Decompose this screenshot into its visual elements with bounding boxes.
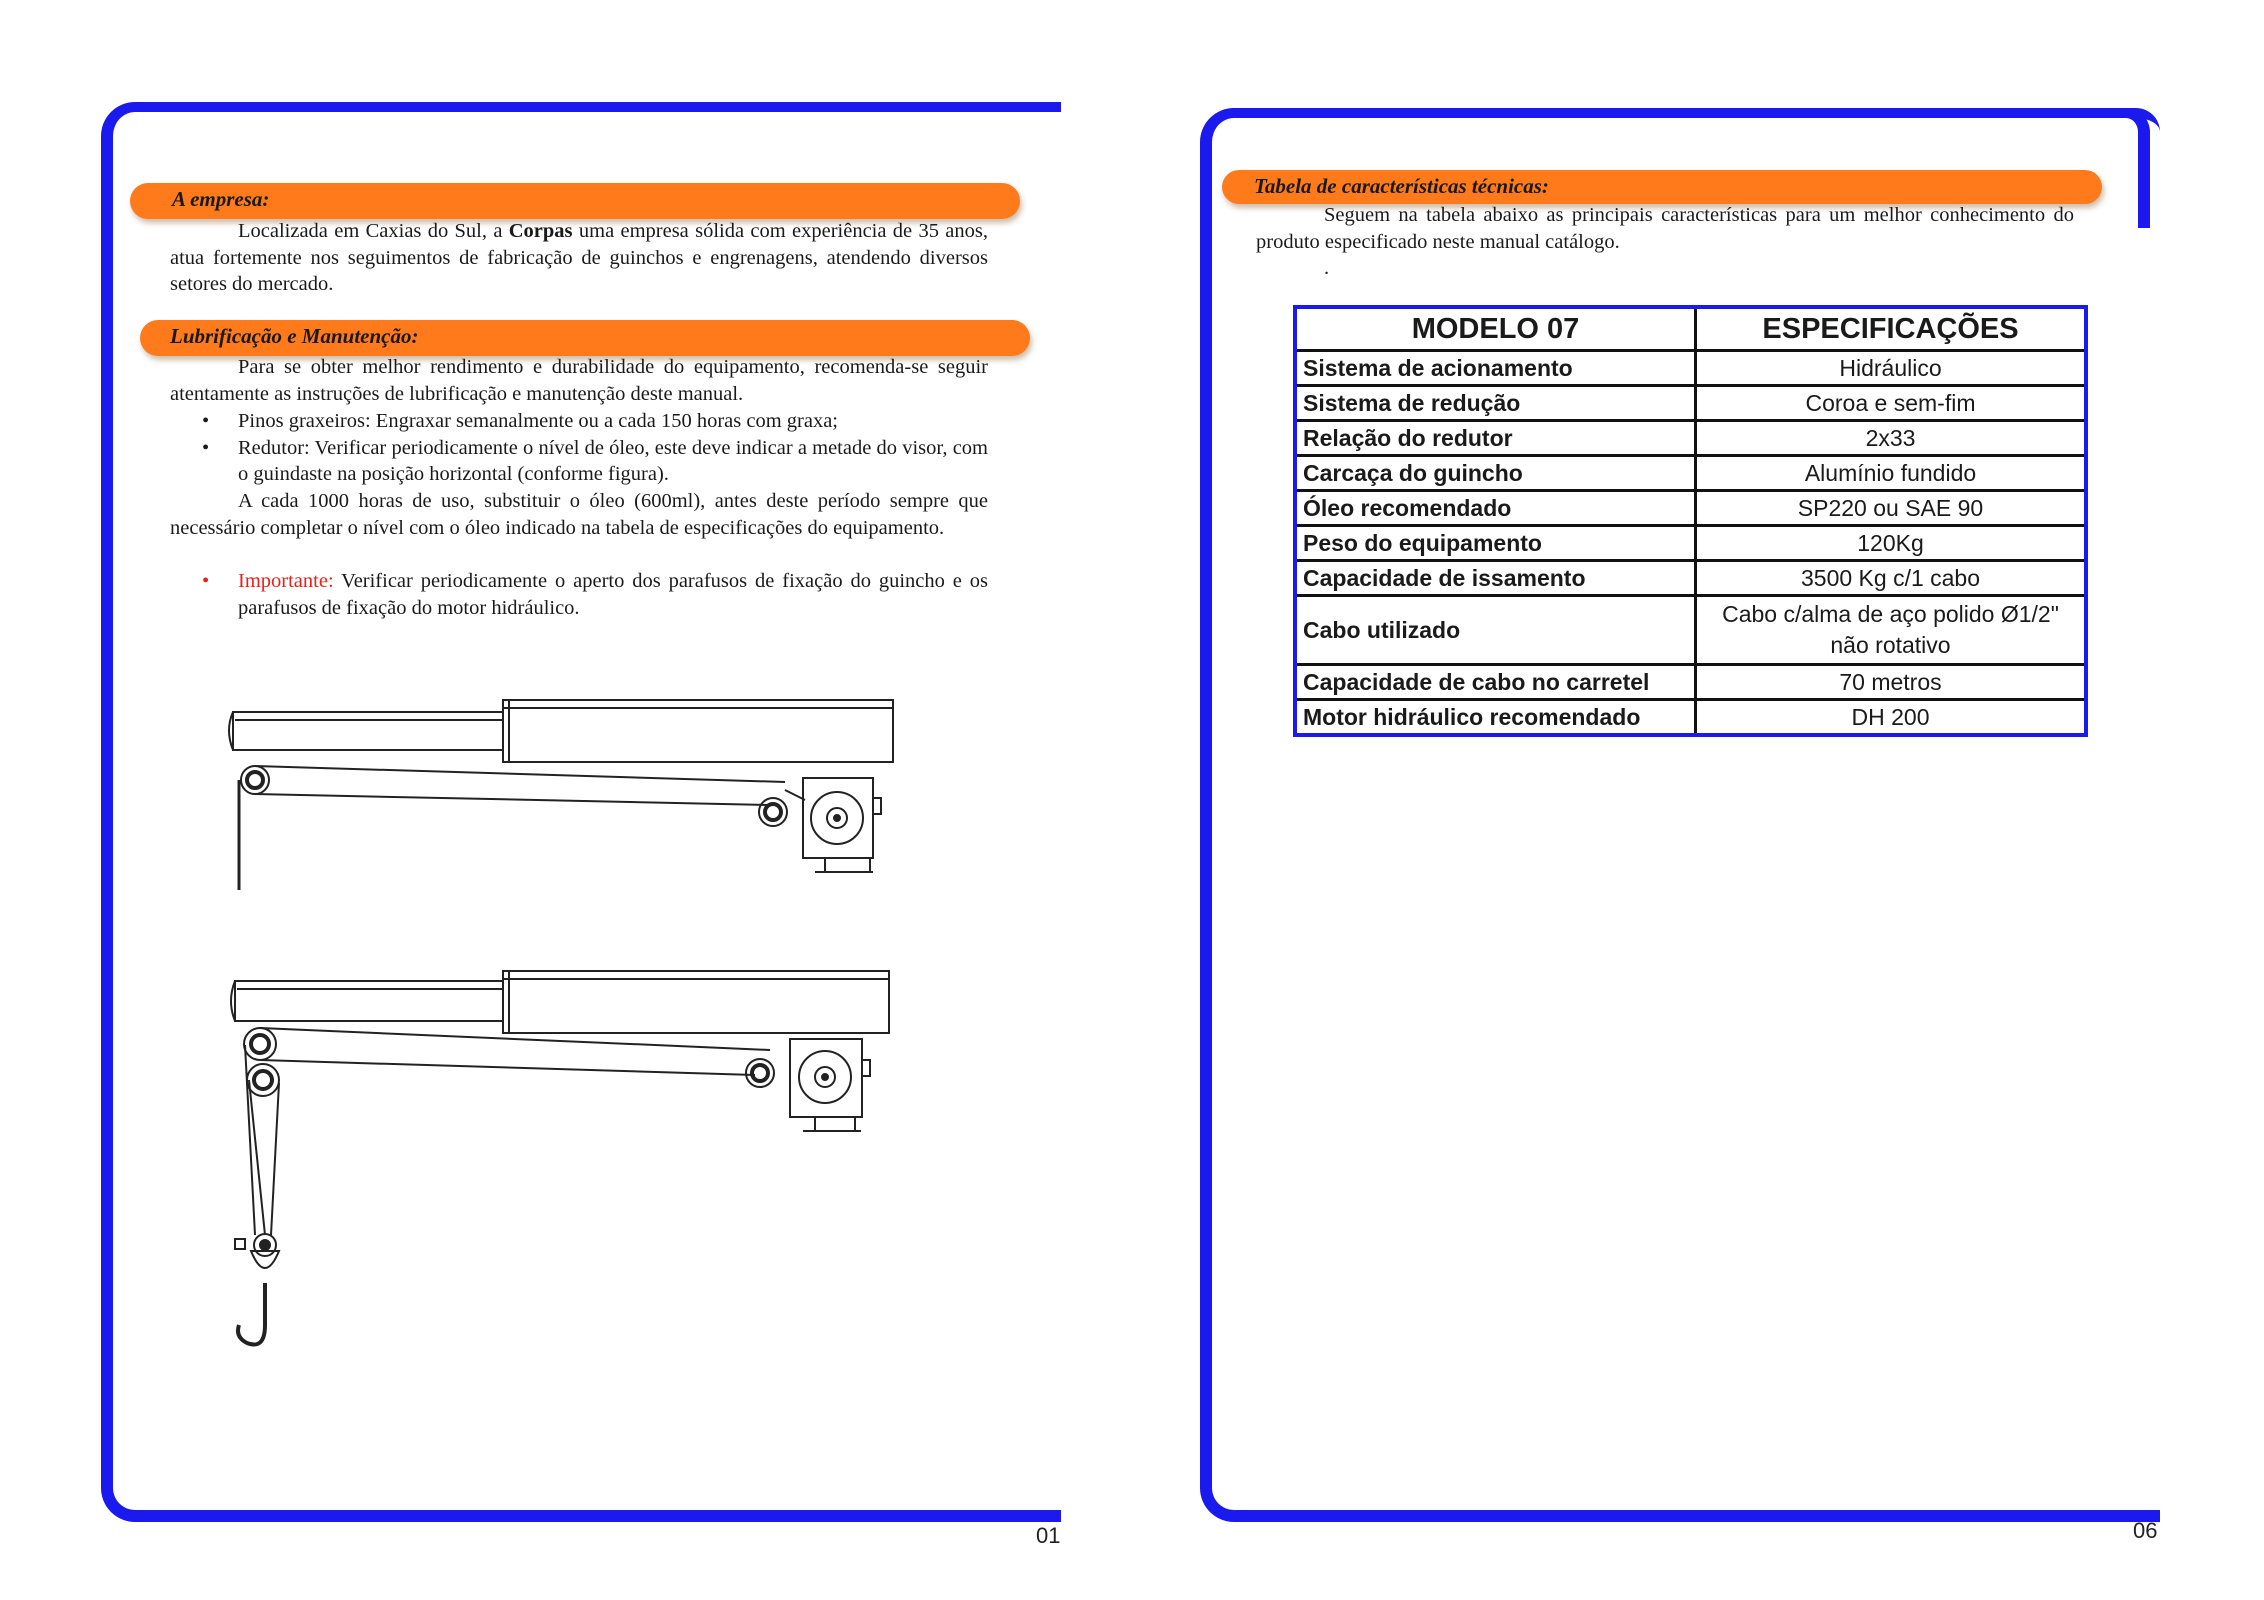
table-row	[1295, 665, 2086, 700]
page-number-left: 01	[1036, 1523, 1061, 1548]
list-item: • Redutor: Verificar periodicamente o nível de óleo, este deve indicar a metade do visor, com o guindaste na posição horizontal (conforme figura).	[202, 436, 988, 485]
table-row	[1295, 561, 2086, 596]
spec-key: Relação do redutor	[1295, 421, 1696, 456]
spec-value: 2x33	[1696, 421, 2087, 456]
tabela-intro: Seguem na tabela abaixo as principais características para um melhor conhecimento do produto especificado neste manual catálogo.	[1256, 204, 2074, 253]
header-specs: ESPECIFICAÇÕES	[1696, 307, 2087, 351]
spec-value: 70 metros	[1696, 665, 2087, 700]
spec-key: Capacidade de issamento	[1295, 561, 1696, 596]
crane-horizontal-drawing	[225, 690, 915, 900]
section-banner-tabela	[1222, 170, 2102, 204]
list-item: • Pinos graxeiros: Engraxar semanalmente ou a cada 150 horas com graxa;	[202, 410, 838, 432]
section-heading-tabela: Tabela de características técnicas:	[1254, 174, 1549, 198]
company-name: Corpas	[508, 220, 573, 242]
spec-value: DH 200	[1696, 700, 2087, 736]
spec-key: Capacidade de cabo no carretel	[1295, 665, 1696, 700]
important-list	[170, 568, 988, 621]
section-heading-empresa: A empresa:	[172, 187, 270, 211]
table-row	[1295, 351, 2086, 386]
table-row	[1295, 526, 2086, 561]
specifications-table	[1293, 305, 2088, 737]
spec-key: Peso do equipamento	[1295, 526, 1696, 561]
important-label: Importante:	[238, 570, 334, 592]
spec-value: Hidráulico	[1696, 351, 2087, 386]
table-row	[1295, 700, 2086, 736]
spec-key: Óleo recomendado	[1295, 491, 1696, 526]
spec-key: Carcaça do guincho	[1295, 456, 1696, 491]
table-row	[1295, 386, 2086, 421]
header-model: MODELO 07	[1295, 307, 1696, 351]
spec-key: Cabo utilizado	[1295, 596, 1696, 665]
spec-value: Coroa e sem-fim	[1696, 386, 2087, 421]
right-page-frame-corner	[2118, 108, 2150, 228]
table-header-row	[1295, 307, 2086, 351]
spec-key: Sistema de acionamento	[1295, 351, 1696, 386]
spec-value: SP220 ou SAE 90	[1696, 491, 2087, 526]
oil-change-paragraph: A cada 1000 horas de uso, substituir o óleo (600ml), antes deste período sempre que necessário completar o nível com o óleo indicado na tabela de especificações do equipamento.	[170, 490, 988, 539]
empresa-paragraph: Localizada em Caxias do Sul, a Corpas uma empresa sólida com experiência de 35 anos, atua fortemente nos seguimentos de fabricação de guinchos e engrenagens, atendendo diversos setores do mercado.	[170, 220, 988, 295]
spec-value: Alumínio fundido	[1696, 456, 2087, 491]
table-row	[1295, 491, 2086, 526]
page-number-right: 06	[2133, 1518, 2158, 1543]
table-row	[1295, 596, 2086, 665]
spec-key: Sistema de redução	[1295, 386, 1696, 421]
stray-dot: .	[1324, 257, 1330, 279]
crane-hook-drawing	[225, 965, 915, 1355]
spec-value: 120Kg	[1696, 526, 2087, 561]
section-banner-lubrificacao	[140, 320, 1030, 356]
section-banner-empresa	[130, 183, 1020, 219]
spec-value: Cabo c/alma de aço polido Ø1/2" não rotativo	[1696, 596, 2087, 665]
table-row	[1295, 456, 2086, 491]
maintenance-list	[170, 408, 988, 488]
spec-value: 3500 Kg c/1 cabo	[1696, 561, 2087, 596]
lubrificacao-intro: Para se obter melhor rendimento e durabilidade do equipamento, recomenda-se seguir atentamente as instruções de lubrificação e manutenção deste manual.	[170, 356, 988, 405]
spec-key: Motor hidráulico recomendado	[1295, 700, 1696, 736]
section-heading-lubrificacao: Lubrificação e Manutenção:	[170, 324, 419, 348]
table-row	[1295, 421, 2086, 456]
list-item: • Importante: Verificar periodicamente o aperto dos parafusos de fixação do guincho e os parafusos de fixação do motor hidráulico.	[202, 570, 988, 619]
